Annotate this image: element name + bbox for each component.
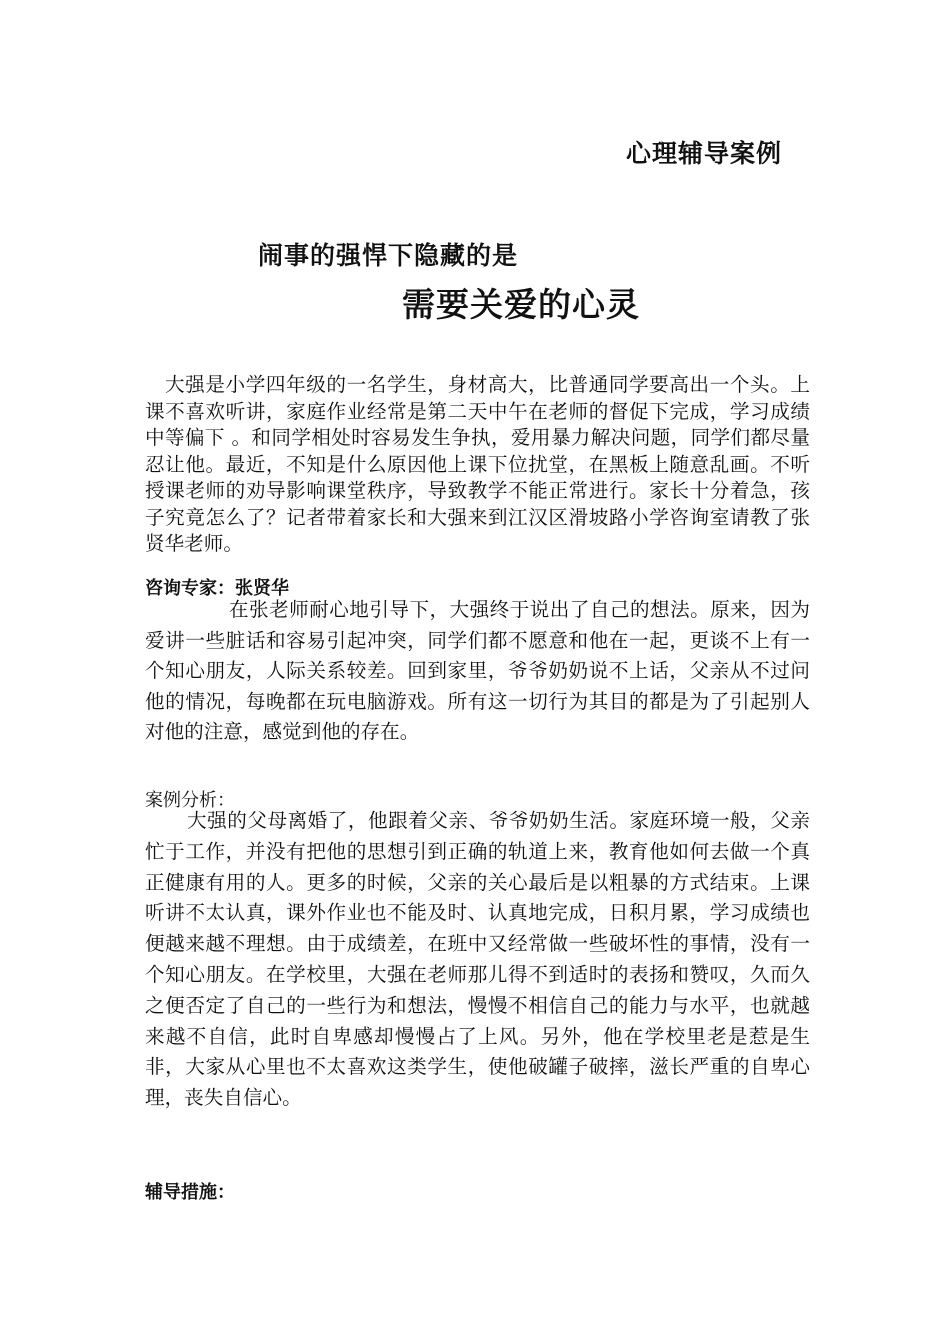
expert-heading: 咨询专家：张贤华 xyxy=(145,578,289,599)
analysis-paragraph: 大强的父母离婚了，他跟着父亲、爷爷奶奶生活。家庭环境一般，父亲忙于工作，并没有把他的思想引到正确的轨道上来，教育他如何去做一个真正健康有用的人。更多的时候，父亲的关心最后是以粗暴的方式结束。上课听讲不太认真，课外作业也不能及时、认真地完成，日积月累，学习成绩也便越来越不理想。由于成绩差，在班中又经常做一些破坏性的事情，没有一个知心朋友。在学校里，大强在老师那儿得不到适时的表扬和赞叹，久而久之便否定了自己的一些行为和想法，慢慢不相信自己的能力与水平，也就越来越不自信，此时自卑感却慢慢占了上风。另外，他在学校里老是惹是生非，大家从心里也不太喜欢这类学生，使他破罐子破摔，滋长严重的自卑心理，丧失自信心。 xyxy=(145,809,810,1110)
measures-heading: 辅导措施： xyxy=(145,1182,235,1203)
title-line-2: 需要关爱的心灵 xyxy=(402,285,640,324)
analysis-heading: 案例分析： xyxy=(145,790,235,811)
intro-paragraph: 大强是小学四年级的一名学生，身材高大，比普通同学要高出一个头。上课不喜欢听讲，家庭作业经常是第二天中午在老师的督促下完成，学习成绩中等偏下 。和同学相处时容易发生争执，爱用暴力解决问题，同学们都尽量忍让他。最近，不知是什么原因他上课下位扰堂，在黑板上随意乱画。不听授课老师的劝导影响课堂秩序，导致教学不能正常进行。家长十分着急，孩子究竟怎么了？记者带着家长和大强来到江汉区滑坡路小学咨询室请教了张贤华老师。 xyxy=(145,373,810,555)
expert-paragraph: 在张老师耐心地引导下，大强终于说出了自己的想法。原来，因为爱讲一些脏话和容易引起冲突，同学们都不愿意和他在一起，更谈不上有一个知心朋友，人际关系较差。回到家里，爷爷奶奶说不上话，父亲从不过问他的情况，每晚都在玩电脑游戏。所有这一切行为其目的都是为了引起别人对他的注意，感觉到他的存在。 xyxy=(145,598,810,743)
title-line-1: 闹事的强悍下隐藏的是 xyxy=(258,241,519,270)
document-type-label: 心理辅导案例 xyxy=(626,139,783,168)
